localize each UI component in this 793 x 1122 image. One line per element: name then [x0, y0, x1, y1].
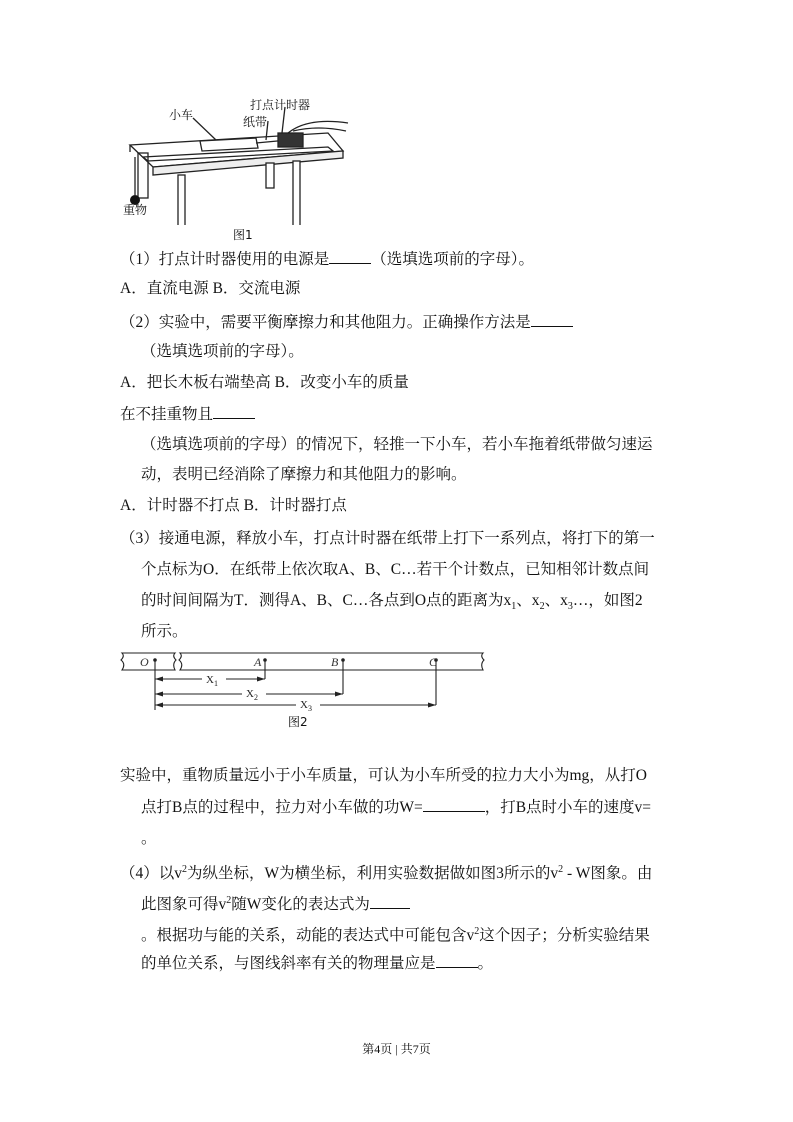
point-a-label: A	[254, 655, 262, 669]
answer-blank[interactable]	[423, 797, 485, 812]
q3-line4: 所示。	[141, 623, 188, 640]
distance-x2-label: $X_2$	[246, 688, 258, 702]
q1-text: （1）打点计时器使用的电源是 （选填选项前的字母）。	[120, 251, 535, 268]
q2-line1: （2）实验中，需要平衡摩擦力和其他阻力。正确操作方法是	[120, 312, 573, 333]
answer-blank[interactable]	[329, 249, 371, 264]
point-o-label: O	[140, 655, 149, 669]
q3-line2: 个点标为O．在纸带上依次取A、B、C…若干个计数点，已知相邻计数点间	[141, 561, 650, 578]
q2-options2: A．计时器不打点 B．计时器打点	[120, 497, 347, 514]
label-timer: 打点计时器	[250, 98, 311, 112]
label-weight: 重物	[123, 203, 148, 217]
q3b-line3: 。	[141, 830, 157, 847]
point-b-label: B	[331, 655, 339, 669]
q3-line1: （3）接通电源，释放小车，打点计时器在纸带上打下一系列点，将打下的第一	[120, 530, 655, 547]
distance-x3-label: $X_3$	[300, 699, 312, 713]
q4-line2: 此图象可得$v^2$随W变化的表达式为	[141, 891, 410, 915]
answer-blank[interactable]	[213, 404, 255, 419]
label-cart: 小车	[169, 108, 194, 122]
distance-x1-label: $X_1$	[206, 674, 218, 688]
point-c-label: C	[429, 655, 438, 669]
answer-blank[interactable]	[436, 953, 478, 968]
page-footer: 第4页 | 共7页	[362, 1042, 431, 1056]
q4-line3: 。根据功与能的关系，动能的表达式中可能包含$v^2$这个因子；分析实验结果	[141, 926, 650, 945]
q2-options1: A．把长木板右端垫高 B．改变小车的质量	[120, 374, 409, 391]
q2-line2: （选填选项前的字母）。	[141, 343, 304, 360]
q4-line4: 的单位关系，与图线斜率有关的物理量应是 。	[141, 955, 494, 972]
figure-2-tape	[118, 650, 493, 715]
q1-options: A．直流电源 B．交流电源	[120, 280, 301, 297]
label-tape: 纸带	[243, 115, 268, 129]
figure-2-caption: 图2	[288, 715, 308, 729]
q4-line1: （4）以$v^2$为纵坐标，W为横坐标，利用实验数据做如图3所示的$v^2$ - W图象。由	[120, 864, 653, 883]
q2-line4: （选填选项前的字母）的情况下，轻推一下小车，若小车拖着纸带做匀速运	[141, 436, 653, 453]
q2-line3: 在不挂重物且	[120, 404, 255, 425]
answer-blank[interactable]	[531, 312, 573, 327]
q2-line5: 动，表明已经消除了摩擦力和其他阻力的影响。	[141, 466, 467, 483]
answer-blank[interactable]	[370, 894, 410, 909]
q3-line3: 的时间间隔为T．测得A、B、C…各点到O点的距离为$x_1$、$x_2$、$x_3\dots$，如图2	[141, 592, 643, 613]
q3b-line2: 点打B点的过程中，拉力对小车做的功W= ，打B点时小车的速度v=	[141, 799, 652, 816]
q3b-line1: 实验中，重物质量远小于小车质量，可认为小车所受的拉力大小为mg，从打O	[120, 767, 648, 784]
figure-1-caption: 图1	[233, 228, 253, 242]
